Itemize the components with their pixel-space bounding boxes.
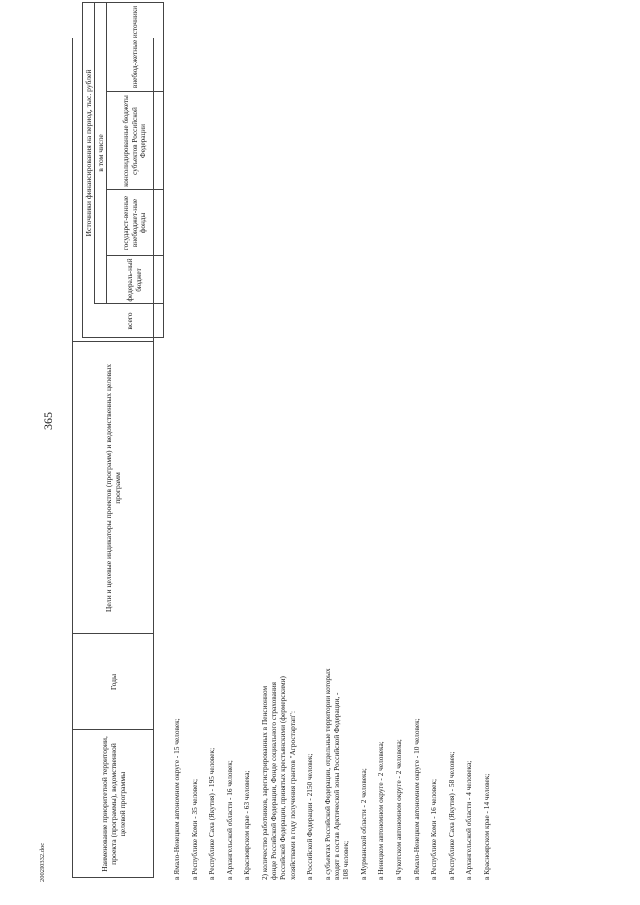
rule — [72, 38, 73, 878]
header-col-years: Годы — [108, 673, 118, 691]
rule — [72, 341, 154, 342]
body-line: в Ямало-Ненецком автономном округе - 10 человек; — [411, 718, 421, 880]
body-line: хозяйствами в году получения грантов "Агростартап": — [287, 710, 297, 880]
body-line: в Красноярском крае - 63 человека; — [242, 770, 252, 880]
body-line: в Республике Саха (Якутия) - 195 человек; — [207, 747, 217, 880]
header-col-federal: федераль-ный бюджет — [126, 258, 143, 302]
body-line: в Красноярском крае - 14 человек; — [482, 773, 491, 880]
funding-title: Источники финансирования на период, тыс. рублей — [84, 69, 93, 237]
table-body — [170, 340, 530, 880]
page-number: 365 — [41, 412, 55, 430]
body-line: в Республике Коми - 16 человек; — [429, 779, 439, 880]
rule — [72, 729, 154, 730]
body-line: 108 человек; — [341, 840, 351, 880]
header-col-total: всего — [124, 312, 134, 330]
body-line: в Мурманской области - 2 человека; — [358, 768, 368, 880]
body-line: в Ямало-Ненецком автономном округе - 15 человек; — [172, 718, 181, 880]
rule — [163, 2, 164, 338]
funding-rotated — [82, 2, 164, 338]
document-code: 2002I0332.doc — [39, 842, 46, 882]
rule — [106, 2, 107, 304]
rule — [82, 337, 164, 338]
header-col-regional: консолидированные бюджеты субъектов Российской Федерации — [122, 95, 148, 187]
header-col-name: Наименование приоритетной территории, проекта (программы), ведомственной целевой программы — [99, 736, 127, 872]
rule — [94, 303, 164, 304]
body-line: 2) количество работников, зарегистрированных в Пенсионном — [260, 685, 269, 880]
body-line: в Ненецком автономном округе - 2 человека; — [376, 741, 386, 880]
body-line: в Республике Саха (Якутия) - 58 человек; — [446, 751, 456, 880]
rule — [106, 189, 164, 190]
header-col-goals: Цели и целевые индикаторы проектов (программ) и ведомственных целевых программ — [104, 363, 122, 613]
rule — [106, 91, 164, 92]
body-line: входят в состав Арктической зоны Российской Федерации, - — [332, 692, 341, 880]
body-line: в Архангельской области - 4 человека; — [464, 760, 474, 880]
body-rotated — [170, 340, 530, 880]
rule — [106, 255, 164, 256]
body-line: Российской Федерации, принятых крестьянскими (фермерскими) — [278, 676, 288, 880]
body-line: в Чукотском автономном округе - 2 человека; — [394, 739, 403, 880]
body-line: в Архангельской области - 16 человек; — [224, 760, 234, 880]
body-line: в Российской Федерации - 2150 человек; — [305, 753, 315, 880]
header-col-other: внебюд-жетные источники — [130, 5, 139, 89]
header-col-state-funds: государст-венные внебюджет-ные фонды — [122, 195, 148, 251]
body-line: в субъектах Российской Федерации, отдельные территории которых — [322, 668, 332, 880]
rule — [72, 877, 154, 878]
rule — [72, 633, 154, 634]
funding-block — [82, 2, 164, 338]
body-line: фонде Российской Федерации, Фонде социального страхования — [269, 681, 279, 880]
header-in-that-number: в том числе — [96, 134, 105, 172]
body-line: в Республике Коми - 35 человек; — [189, 779, 199, 880]
